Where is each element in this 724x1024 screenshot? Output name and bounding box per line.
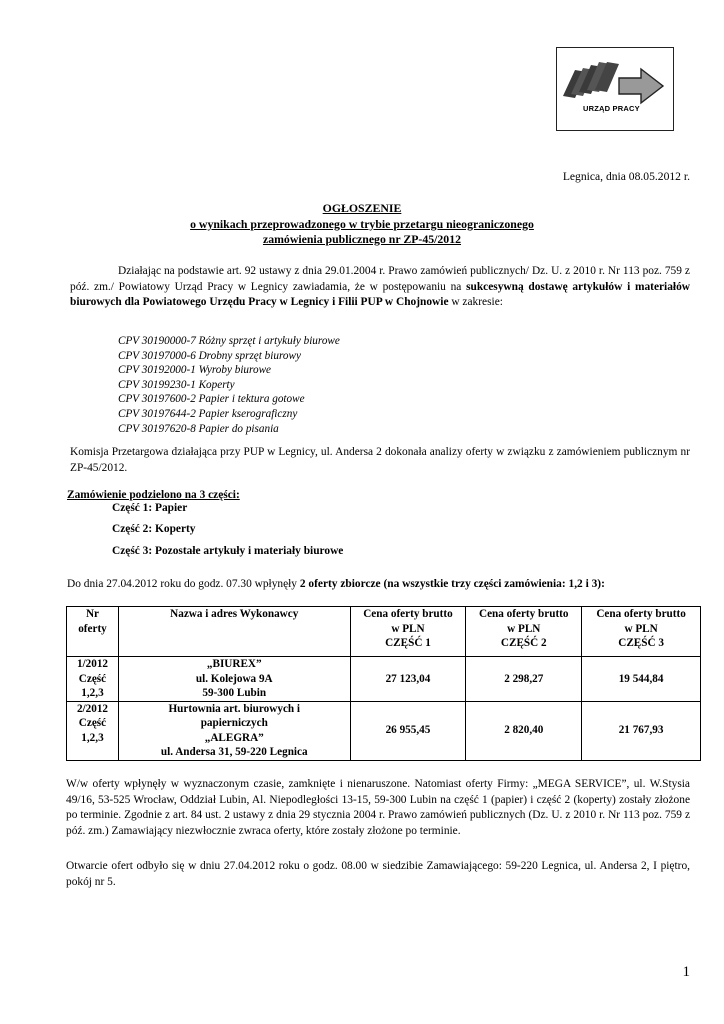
title-order-number: zamówienia publicznego nr ZP-45/2012 (262, 232, 462, 246)
cpv-item: CPV 30192000-1 Wyroby biurowe (118, 364, 271, 377)
parts-heading: Zamówienie podzielono na 3 części: (67, 489, 240, 501)
part-item: Część 3: Pozostałe artykuły i materiały biurowe (112, 545, 344, 557)
cell-part3: 19 544,84 (582, 657, 701, 702)
logo-arrow-icon (557, 48, 672, 129)
table-row (67, 701, 701, 760)
cell-name: Hurtownia art. biurowych i papierniczych „ALEGRA” ul. Andersa 31, 59-220 Legnica (118, 701, 350, 760)
logo-label: URZĄD PRACY (583, 104, 640, 113)
header-part2: Cena oferty brutto w PLN CZĘŚĆ 2 (466, 607, 582, 657)
title-subheading: o wynikach przeprowadzonego w trybie przetargu nieograniczonego (190, 217, 534, 231)
cpv-item: CPV 30197644-2 Papier kserograficzny (118, 407, 298, 420)
table-row (67, 657, 701, 702)
closing-paragraph: W/w oferty wpłynęły w wyznaczonym czasie, zamknięte i nienaruszone. Natomiast oferty Firmy: „MEGA SERVICE”, ul. W.Stysia 49/16, 53-525 Wrocław, Oddział Lubin, Al. Niepodległości 13-15, 59-300 Lubin na część 1 (papier) i część 2 (koperty) zostały złożone po terminie. Zgodnie z art. 84 ust. 2 ustawy z dnia 29 stycznia 2004 r. Prawo zamówień publicznych (Dz. U. z 2010 r. Nr 113 poz. 759 z póź. zm.) Zamawiający niezwłocznie zwraca oferty, które zostały złożone po terminie. (66, 778, 690, 837)
intro-paragraph: Działając na podstawie art. 92 ustawy z dnia 29.01.2004 r. Prawo zamówień publicznych/ Dz. U. z 2010 r. Nr 113 poz. 759 z póź. zm./ Powiatowy Urząd Pracy w Legnicy zawiadamia, że w postępowaniu na sukcesywną dostawę artykułów i materiałów biurowych dla Powiatowego Urzędu Pracy w Legnicy i Filii PUP w Chojnowie w zakresie: (70, 265, 690, 308)
cpv-item: CPV 30199230-1 Koperty (118, 378, 235, 391)
cell-nr: 1/2012 Część 1,2,3 (67, 657, 119, 702)
cpv-item: CPV 30197600-2 Papier i tektura gotowe (118, 393, 305, 406)
cell-nr: 2/2012 Część 1,2,3 (67, 701, 119, 760)
cpv-list (118, 334, 340, 436)
parts-section (67, 489, 344, 557)
cpv-item: CPV 30190000-7 Różny sprzęt i artykuły biurowe (118, 335, 340, 347)
title-heading: OGŁOSZENIE (322, 201, 402, 215)
cell-name: „BIUREX” ul. Kolejowa 9A 59-300 Lubin (118, 657, 350, 702)
header-nr: Nr oferty (67, 607, 119, 657)
cell-part2: 2 820,40 (466, 701, 582, 760)
page-number: 1 (682, 964, 690, 980)
commission-paragraph: Komisja Przetargowa działająca przy PUP w Legnicy, ul. Andersa 2 dokonała analizy oferty w związku z zamówieniem publicznym nr ZP-45/2012. (70, 446, 690, 474)
cpv-item: CPV 30197000-6 Drobny sprzęt biurowy (118, 349, 301, 362)
intro-bold-subject: sukcesywną dostawę artykułów i materiałów biurowych dla Powiatowego Urzędu Pracy w Legnicy i Filii PUP w Chojnowie (70, 280, 690, 308)
cell-part2: 2 298,27 (466, 657, 582, 702)
offers-intro: Do dnia 27.04.2012 roku do godz. 07.30 wpłynęły 2 oferty zbiorcze (na wszystkie trzy części zamówienia: 1,2 i 3): (67, 578, 605, 590)
cell-part1: 27 123,04 (350, 657, 466, 702)
part-item: Część 1: Papier (112, 502, 188, 514)
header-part1: Cena oferty brutto w PLN CZĘŚĆ 1 (350, 607, 466, 657)
cpv-item: CPV 30197620-8 Papier do pisania (118, 422, 279, 435)
table-header-row (67, 607, 701, 657)
date-line: Legnica, dnia 08.05.2012 r. (562, 170, 690, 183)
header-part3: Cena oferty brutto w PLN CZĘŚĆ 3 (582, 607, 701, 657)
part-item: Część 2: Koperty (112, 523, 196, 535)
cell-part3: 21 767,93 (582, 701, 701, 760)
opening-paragraph: Otwarcie ofert odbyło się w dniu 27.04.2012 roku o godz. 08.00 w siedzibie Zamawiającego: 59-220 Legnica, ul. Andersa 2, I piętro, pokój nr 5. (66, 860, 690, 888)
urzad-pracy-logo (556, 47, 674, 131)
offers-table (66, 606, 701, 761)
cell-part1: 26 955,45 (350, 701, 466, 760)
header-name: Nazwa i adres Wykonawcy (118, 607, 350, 657)
